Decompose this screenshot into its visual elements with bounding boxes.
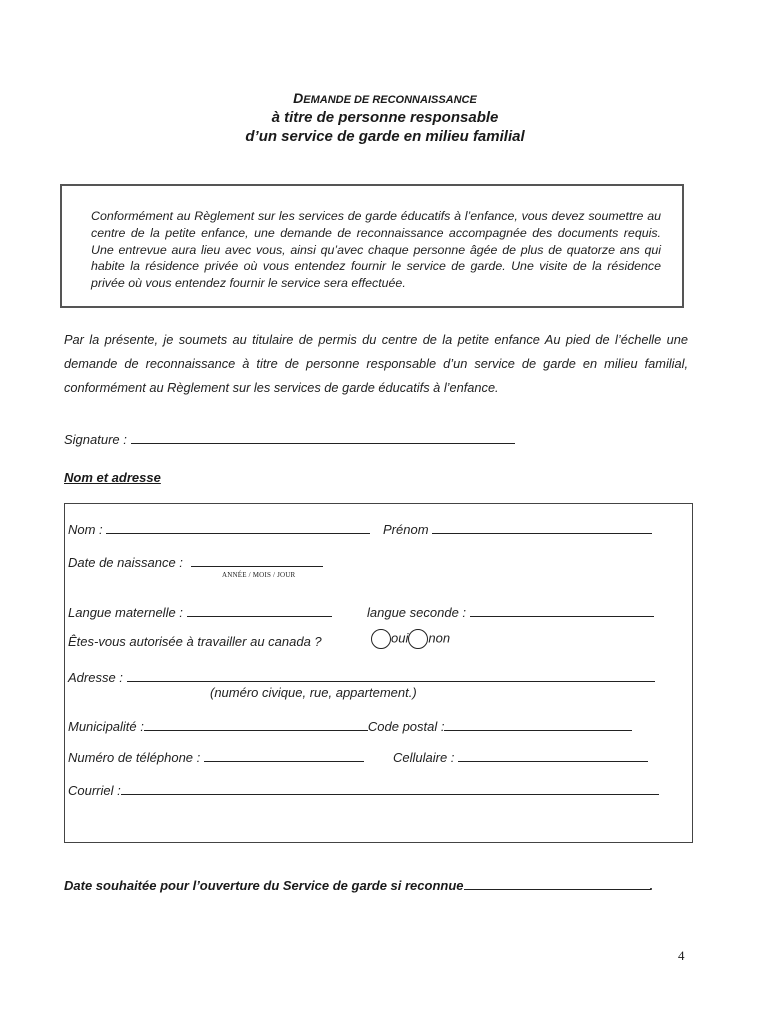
dob-row [68, 553, 323, 570]
adresse-row [68, 668, 655, 685]
langue-maternelle-label: Langue maternelle : [68, 605, 183, 620]
telephone-row [68, 748, 364, 765]
code-postal-field[interactable] [444, 717, 632, 731]
work-question: Êtes-vous autorisée à travailler au canada ? [68, 634, 322, 649]
cellulaire-field[interactable] [458, 748, 648, 762]
form-subtitle-2: d’un service de garde en milieu familial [245, 128, 525, 145]
municipalite-label: Municipalité : [68, 719, 144, 734]
adresse-field[interactable] [127, 668, 655, 682]
adresse-hint: (numéro civique, rue, appartement.) [210, 685, 417, 700]
form-title [0, 90, 770, 106]
section-title: Nom et adresse [64, 470, 161, 485]
form-title-initial: D [293, 90, 304, 106]
municipalite-field[interactable] [144, 717, 368, 731]
telephone-label: Numéro de téléphone : [68, 750, 201, 765]
dob-label: Date de naissance : [68, 555, 183, 570]
adresse-label: Adresse : [68, 670, 123, 685]
nom-label: Nom : [68, 522, 103, 537]
courriel-field[interactable] [121, 781, 659, 795]
signature-field[interactable] [131, 430, 515, 444]
dob-hint: ANNÉE / MOIS / JOUR [222, 571, 296, 579]
name-row [68, 520, 370, 537]
opening-date-field[interactable] [464, 876, 650, 890]
langue-seconde-field[interactable] [470, 603, 654, 617]
non-radio[interactable] [408, 629, 428, 649]
work-authorization-row [68, 634, 322, 649]
oui-radio[interactable] [371, 629, 391, 649]
declaration-paragraph: Par la présente, je soumets au titulaire de permis du centre de la petite enfance Au pied de l’échelle une demande de reconnaissance à titre de personne responsable d’un service de garde en milieu familial, conformément au Règlement sur les services de garde éducatifs à l’enfance. [64, 332, 688, 395]
langue-seconde-row [367, 603, 654, 620]
langue-maternelle-field[interactable] [187, 603, 332, 617]
langue-seconde-label: langue seconde : [367, 605, 467, 620]
prenom-field[interactable] [432, 520, 652, 534]
prenom-label: Prénom [383, 522, 429, 537]
prenom-row [383, 520, 652, 537]
signature-row [64, 430, 515, 447]
nom-field[interactable] [106, 520, 370, 534]
oui-label: oui [391, 630, 409, 646]
opening-date-label: Date souhaitée pour l’ouverture du Service de garde si reconnue [64, 878, 464, 893]
opening-date-end: . [649, 878, 654, 893]
work-options [371, 629, 450, 649]
cellulaire-label: Cellulaire : [393, 750, 455, 765]
page-number: 4 [678, 948, 685, 963]
non-label: non [428, 630, 451, 646]
municipalite-row [68, 717, 632, 734]
courriel-row [68, 781, 659, 798]
signature-label: Signature : [64, 432, 127, 447]
notice-text: Conformément au Règlement sur les services de garde éducatifs à l’enfance, vous devez soumettre au centre de la petite enfance, une demande de reconnaissance accompagnée des documents requis. Une entrevue aura lieu avec vous, ainsi qu’avec chaque personne âgée de plus de quatorze ans qui habite la résidence privée où vous entendez fournir le service de garde. Une visite de la résidence privée où vous entendez fournir le service sera effectuée. [91, 209, 661, 291]
opening-date-row [64, 876, 653, 893]
form-subtitle-1: à titre de personne responsable [271, 109, 499, 126]
courriel-label: Courriel : [68, 783, 121, 798]
langue-maternelle-row [68, 603, 332, 620]
notice-box [60, 184, 684, 308]
code-postal-label: Code postal : [367, 719, 445, 734]
dob-field[interactable] [191, 553, 323, 567]
form-title-rest: EMANDE DE RECONNAISSANCE [303, 94, 477, 106]
telephone-field[interactable] [204, 748, 364, 762]
cellulaire-row [393, 748, 648, 765]
